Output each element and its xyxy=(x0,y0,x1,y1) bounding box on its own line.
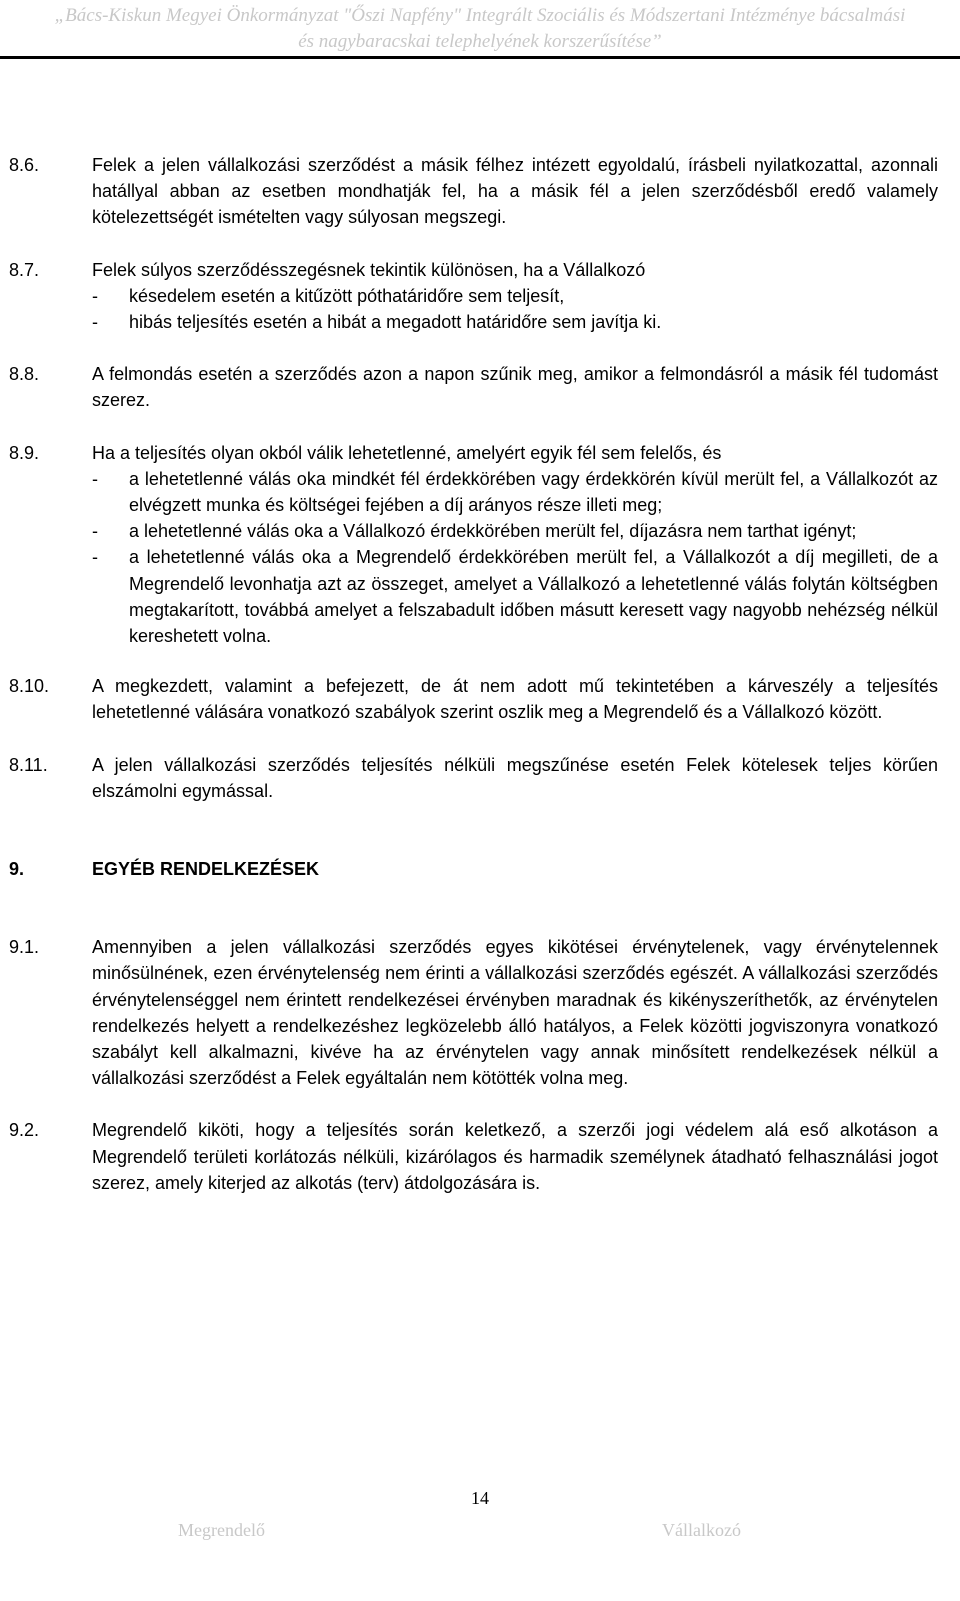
signature-vallalkozo: Vállalkozó xyxy=(662,1520,741,1540)
clause-number: 8.10. xyxy=(9,676,50,697)
clause-number: 8.6. xyxy=(9,155,40,175)
signature-megrendelo: Megrendelő xyxy=(178,1520,265,1540)
clause-number: 9.1. xyxy=(9,937,40,958)
clause-8-8 xyxy=(9,361,938,413)
document-header xyxy=(0,0,960,58)
list-item xyxy=(92,518,938,544)
section-number: 9. xyxy=(9,859,25,880)
list-dash: - xyxy=(92,521,98,542)
clause-text: A felmondás esetén a szerződés azon a napon szűnik meg, amikor a felmondásról a másik fél tudomást szerez. xyxy=(92,364,938,411)
header-rule xyxy=(0,56,960,59)
clause-text: Felek a jelen vállalkozási szerződést a másik félhez intézett egyoldalú, írásbeli nyilatkozattal, azonnali hatállyal abban az esetben mondhatják fel, ha a másik fél a jelen szerződésből eredő valamely kötelezettségét ismételten vagy súlyosan megszegi. xyxy=(92,155,938,228)
list-dash: - xyxy=(92,468,98,489)
clause-text: A jelen vállalkozási szerződés teljesítés nélküli megszűnése esetén Felek kötelesek teljes körűen elszámolni egymással. xyxy=(92,754,938,801)
clause-number: 8.7. xyxy=(9,259,40,280)
clause-text: Megrendelő kiköti, hogy a teljesítés során keletkező, a szerzői jogi védelem alá eső alkotáson a Megrendelő területi korlátozás nélküli, kizárólagos és harmadik személynek átadható felhasználási jogot szerez, amely kiterjed az alkotás (terv) átdolgozására is. xyxy=(92,1120,938,1193)
clause-text: Amennyiben a jelen vállalkozási szerződés egyes kikötései érvénytelenek, vagy érvénytelennek minősülnének, ezen érvénytelenség nem érinti a vállalkozási szerződés egészét. A vállalkozási szerződés érvénytelenséggel nem érintett rendelkezései érvényben maradnak és kikényszeríthetők, az érvénytelen rendelkezés helyett a rendelkezéshez legközelebb álló hatályos, a Felek közötti jogviszonyra vonatkozó szabályt kell alkalmazni, kivéve ha az érvénytelen vagy annak minősített rendelkezések nélkül a vállalkozási szerződést a Felek egyáltalán nem kötötték volna meg. xyxy=(92,937,938,1089)
list-dash: - xyxy=(92,285,98,306)
clause-number: 8.11. xyxy=(9,754,48,775)
clause-8-10 xyxy=(9,673,938,725)
clause-intro: Felek súlyos szerződésszegésnek tekintik különösen, ha a Vállalkozó xyxy=(92,259,646,280)
clause-9-2 xyxy=(9,1117,938,1196)
list-dash: - xyxy=(92,547,98,568)
list-item-text: a lehetetlenné válás oka mindkét fél érdekkörében vagy érdekkörén kívül merült fel, a Vállalkozót az elvégzett munka és költségei fejében a díj arányos része illeti meg; xyxy=(129,468,938,516)
clause-number: 8.8. xyxy=(9,364,40,385)
clause-text: A megkezdett, valamint a befejezett, de át nem adott mű tekintetében a kárveszély a teljesítés lehetetlenné válására vonatkozó szabályok szerint oszlik meg a Megrendelő és a Vállalkozó között. xyxy=(92,676,938,723)
list-item xyxy=(92,309,938,335)
clause-8-6 xyxy=(9,152,938,231)
clause-8-7 xyxy=(9,257,938,336)
section-heading-9 xyxy=(9,856,938,882)
clause-intro: Ha a teljesítés olyan okból válik lehetetlenné, amelyért egyik fél sem felelős, és xyxy=(92,442,722,463)
header-line-1: „Bács-Kiskun Megyei Önkormányzat "Őszi Napfény" Integrált Szociális és Módszertani Intézménye bácsalmási xyxy=(54,5,906,26)
clause-9-1 xyxy=(9,934,938,1091)
section-title: EGYÉB RENDELKEZÉSEK xyxy=(92,859,320,880)
list-item xyxy=(92,283,938,309)
list-dash: - xyxy=(92,312,98,333)
list-item-text: a lehetetlenné válás oka a Vállalkozó érdekkörében merült fel, díjazásra nem tarthat igényt; xyxy=(129,521,857,542)
clause-number: 8.9. xyxy=(9,442,40,463)
page-number: 14 xyxy=(471,1488,489,1508)
list-item xyxy=(92,466,938,518)
list-item-text: hibás teljesítés esetén a hibát a megadott határidőre sem javítja ki. xyxy=(129,312,662,333)
list-item-text: késedelem esetén a kitűzött póthatáridőre sem teljesít, xyxy=(129,285,565,306)
header-line-2: és nagybaracskai telephelyének korszerűsítése” xyxy=(298,31,662,52)
list-item-text: a lehetetlenné válás oka a Megrendelő érdekkörében merült fel, a Vállalkozót a díj megilleti, de a Megrendelő levonhatja azt az összeget, amelyet a Vállalkozó a lehetetlenné válás folytán költségben megtakarított, továbbá amelyet a felszabadult időben másutt keresett vagy nagyobb nehézség nélkül kereshetett volna. xyxy=(129,547,938,647)
clause-8-11 xyxy=(9,752,938,804)
clause-number: 9.2. xyxy=(9,1120,40,1141)
document-body xyxy=(9,152,938,1196)
list-item xyxy=(92,544,938,649)
clause-8-9 xyxy=(9,440,938,650)
